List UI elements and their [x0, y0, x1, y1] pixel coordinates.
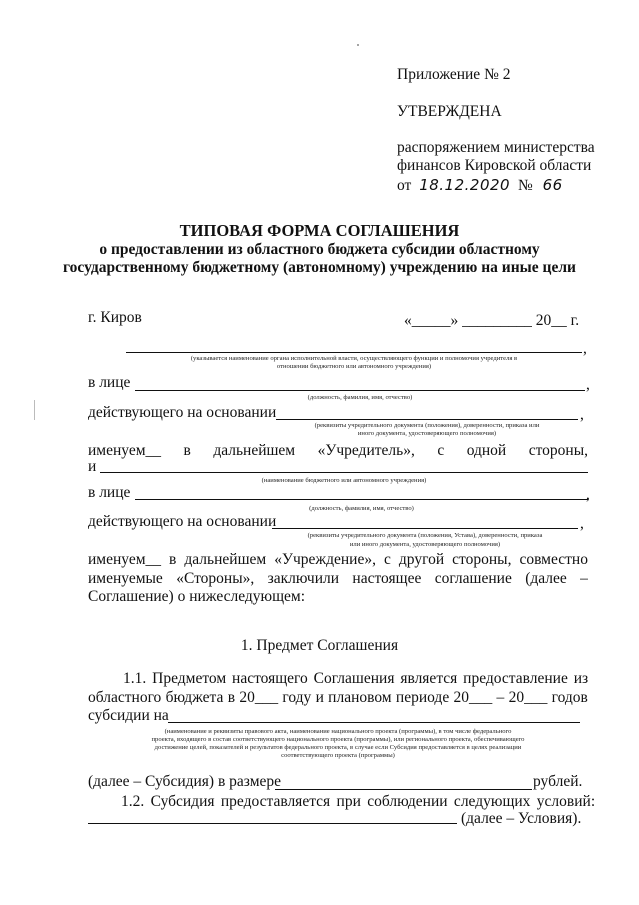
comma: , — [583, 340, 587, 357]
word: бюджета — [165, 689, 224, 706]
from-label: от — [397, 177, 412, 194]
approved-by-line1: распоряжением министерства — [397, 139, 595, 156]
conditions-end: (далее – Условия). — [461, 810, 582, 827]
word: 20___ — [239, 689, 279, 706]
approved-label: УТВЕРЖДЕНА — [397, 103, 502, 120]
appendix-label: Приложение № 2 — [397, 66, 511, 83]
amount-label: (далее – Субсидия) в размере — [88, 773, 282, 790]
word: дальнейшем — [184, 551, 267, 568]
word: году — [282, 689, 312, 706]
comma: , — [586, 376, 590, 393]
word: с — [437, 442, 445, 459]
approved-by-line2: финансов Кировской области — [397, 157, 592, 174]
word: совместно — [519, 551, 588, 568]
word: 20___ — [453, 689, 493, 706]
doc-title: ТИПОВАЯ ФОРМА СОГЛАШЕНИЯ — [179, 221, 460, 240]
word: именуемые — [88, 570, 163, 587]
word: «Учреждение», — [274, 551, 376, 568]
section-1-heading: 1. Предмет Соглашения — [240, 637, 399, 654]
word: периоде — [395, 689, 450, 706]
word: и — [315, 689, 324, 706]
word: «Стороны», — [176, 570, 255, 587]
p12-line1: 1.2. Субсидия предоставляется при соблюдении следующих условий: — [121, 793, 596, 810]
doc-subtitle-1: о предоставлении из областного бюджета субсидии областному — [99, 241, 540, 258]
word: настоящее — [352, 570, 422, 587]
p11-line1 — [123, 670, 588, 688]
organ-line — [126, 352, 582, 353]
institution-named-line3: Соглашение) о нижеследующем: — [88, 588, 306, 605]
word: именуем__ — [88, 442, 162, 459]
fio-line-2 — [135, 499, 588, 500]
word: «Учредитель», — [317, 442, 415, 459]
comma: , — [580, 515, 584, 532]
basis-line-2 — [272, 528, 578, 529]
hint-fio-2: (должность, фамилия, имя, отчество) — [309, 505, 414, 512]
p11-line2 — [88, 689, 588, 707]
conditions-line — [88, 823, 457, 824]
acting-basis-label-2: действующего на основании — [88, 513, 277, 530]
word: 20___ — [508, 689, 548, 706]
p11-line3: субсидии на — [88, 707, 169, 724]
acting-basis-label: действующего на основании — [88, 404, 277, 421]
hint-basis-1-2: иного документа, удостоверяющего полномочия) — [357, 430, 497, 437]
word: годов — [551, 689, 588, 706]
word: стороны, — [528, 442, 588, 459]
fio-line — [135, 390, 585, 391]
number-label: № — [517, 177, 533, 194]
word: плановом — [328, 689, 392, 706]
hint-organ-2: отношении бюджетного или автономного учреждения) — [276, 363, 432, 370]
word: – — [580, 570, 588, 587]
p11-text: 1.1. Предметом настоящего Соглашения является предоставление из — [123, 670, 589, 687]
comma: , — [586, 486, 590, 503]
date-template: «_____» _________ 20__ г. — [404, 312, 580, 329]
institution-named-line1 — [88, 551, 588, 569]
word: в — [169, 551, 177, 568]
word: другой — [398, 551, 445, 568]
word: заключили — [267, 570, 340, 587]
comma: , — [580, 406, 584, 423]
hint-act-3: достижение целей, показателей и результатов федерального проекта, в случае если Субсидия предоставляется в целях реализации — [154, 744, 522, 751]
word: – — [496, 689, 505, 706]
handwritten-date: 18.12.2020 — [419, 176, 511, 194]
handwritten-number: 66 — [542, 176, 563, 194]
scan-artifact — [34, 400, 35, 420]
hint-basis-1-1: (реквизиты учредительного документа (положения), доверенности, приказа или — [314, 422, 540, 429]
word: стороны, — [452, 551, 512, 568]
word: с — [384, 551, 391, 568]
amount-line — [275, 789, 532, 790]
doc-subtitle-2: государственному бюджетному (автономному) учреждению на иные цели — [63, 259, 576, 276]
hint-fio: (должность, фамилия, имя, отчество) — [307, 394, 413, 401]
word: соглашение — [434, 570, 512, 587]
act-line — [168, 722, 580, 723]
in-person-label-2: в лице — [88, 484, 131, 501]
basis-line — [276, 419, 578, 420]
word: в — [183, 442, 191, 459]
institution-line — [100, 472, 588, 473]
in-person-label: в лице — [88, 374, 131, 391]
word: одной — [466, 442, 507, 459]
and-label: и — [88, 458, 97, 475]
rubles-label: рублей. — [533, 773, 583, 790]
hint-act-1: (наименование и реквизиты правового акта, наименование национального проекта (программы), в том числе федерального — [164, 728, 512, 735]
scan-dot — [357, 44, 359, 46]
hint-institution: (наименование бюджетного или автономного учреждения) — [261, 477, 427, 484]
hint-act-2: проекта, входящего в состав соответствующего национального проекта (программы), или регионального проекта, обеспечивающего — [151, 736, 525, 743]
word: в — [227, 689, 236, 706]
hint-organ-1: (указывается наименование органа исполнительной власти, осуществляющего функции и полномочия учредителя в — [190, 355, 518, 362]
word: областного — [88, 689, 162, 706]
approval-date-line — [397, 176, 563, 195]
city: г. Киров — [88, 309, 142, 326]
word: (далее — [525, 570, 567, 587]
hint-act-4: соответствующего проекта (программы) — [281, 752, 395, 759]
word: дальнейшем — [213, 442, 296, 459]
hint-basis-2-2: или иного документа, удостоверяющего полномочия) — [349, 541, 501, 548]
institution-named-line2 — [88, 570, 588, 588]
founder-named-line — [88, 442, 588, 460]
word: именуем__ — [88, 551, 162, 568]
hint-basis-2-1: (реквизиты учредительного документа (положения, Устава), доверенности, приказа — [307, 532, 543, 539]
